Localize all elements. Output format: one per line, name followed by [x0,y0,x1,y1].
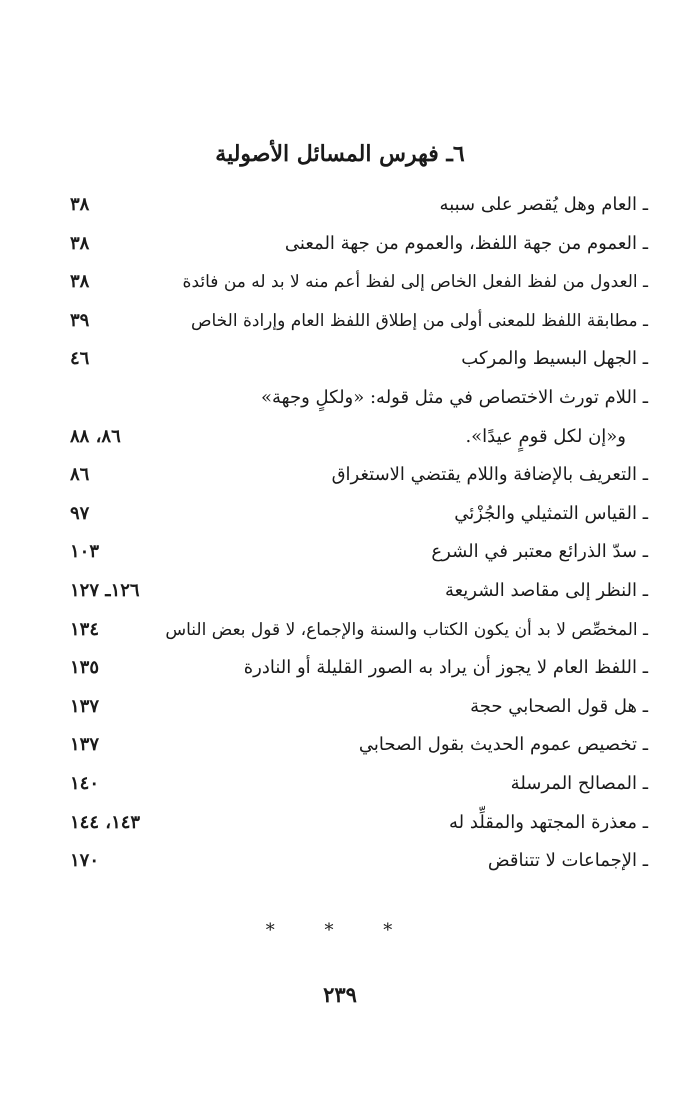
index-entry [62,649,648,688]
page-number: ٢٣٩ [323,982,357,1007]
index-entry [62,302,648,341]
entry-page-ref: ٣٨ [70,232,90,254]
index-entry [62,688,648,727]
entry-text: و«إن لكل قومٍ عيدًا». [465,425,626,447]
entry-text: ـ معذرة المجتهد والمقلِّد له [449,811,648,833]
index-entry [62,765,648,804]
entry-text: ـ الجهل البسيط والمركب [461,348,648,370]
index-entry [62,611,648,650]
entry-page-ref: ٩٧ [70,502,90,524]
entry-text: ـ سدّ الذرائع معتبر في الشرع [431,541,648,563]
entry-text: ـ تخصيص عموم الحديث بقول الصحابي [358,734,648,756]
section-separator: * * * [265,920,415,941]
entry-page-ref: ٣٨ [70,271,90,293]
entry-text: ـ الإجماعات لا تتناقض [487,850,648,872]
index-entry [62,533,648,572]
entry-text: ـ القياس التمثيلي والجُزْئي [454,502,648,524]
entry-page-ref: ١٣٧ [70,695,100,717]
entry-text: ـ العموم من جهة اللفظ، والعموم من جهة المعنى [284,232,648,254]
index-entry [62,726,648,765]
index-entry [62,263,648,302]
index-title: ٦ـ فهرس المسائل الأصولية [215,141,465,167]
entry-text: ـ اللام تورث الاختصاص في مثل قوله: «ولكلٍ وجهة» [261,386,648,408]
entry-text: ـ المخصِّص لا بد أن يكون الكتاب والسنة والإجماع، لا قول بعض الناس [165,619,648,640]
index-entry [62,572,648,611]
entry-page-ref: ٣٨ [70,194,90,215]
entry-text: ـ النظر إلى مقاصد الشريعة [444,579,648,601]
index-entry [62,495,648,534]
index-entry [62,340,648,379]
entry-text: ـ التعريف بالإضافة واللام يقتضي الاستغراق [331,464,648,486]
entry-page-ref: ١٣٥ [70,657,100,679]
index-entry [62,804,648,843]
entry-text: ـ هل قول الصحابي حجة [470,695,648,717]
index-list [62,186,648,881]
index-entry-continuation [62,418,648,457]
entry-page-ref: ١٢٦ـ ١٢٧ [70,579,140,601]
entry-page-ref: ٨٦ [70,464,90,486]
entry-page-ref: ١٠٣ [70,541,100,563]
entry-page-ref: ١٤٠ [70,772,100,794]
index-entry [62,186,648,225]
entry-text: ـ العام وهل يُقصر على سببه [439,194,648,215]
entry-page-ref: ١٣٧ [70,734,100,756]
entry-text: ـ المصالح المرسلة [510,772,648,794]
entry-text: ـ اللفظ العام لا يجوز أن يراد به الصور القليلة أو النادرة [243,657,648,679]
entry-page-ref: ١٧٠ [70,850,100,872]
entry-page-ref: ١٤٣، ١٤٤ [70,811,141,833]
entry-page-ref: ١٣٤ [70,618,100,640]
entry-text: ـ العدول من لفظ الفعل الخاص إلى لفظ أعم منه لا بد له من فائدة [182,272,648,293]
entry-page-ref: ٣٩ [70,309,90,331]
entry-page-ref: ٤٦ [70,348,90,370]
entry-text: ـ مطابقة اللفظ للمعنى أولى من إطلاق اللفظ العام وإرادة الخاص [190,310,648,331]
index-entry [62,456,648,495]
entry-page-ref: ٨٦، ٨٨ [70,425,121,447]
index-entry [62,842,648,881]
index-entry [62,225,648,264]
index-entry [62,379,648,418]
